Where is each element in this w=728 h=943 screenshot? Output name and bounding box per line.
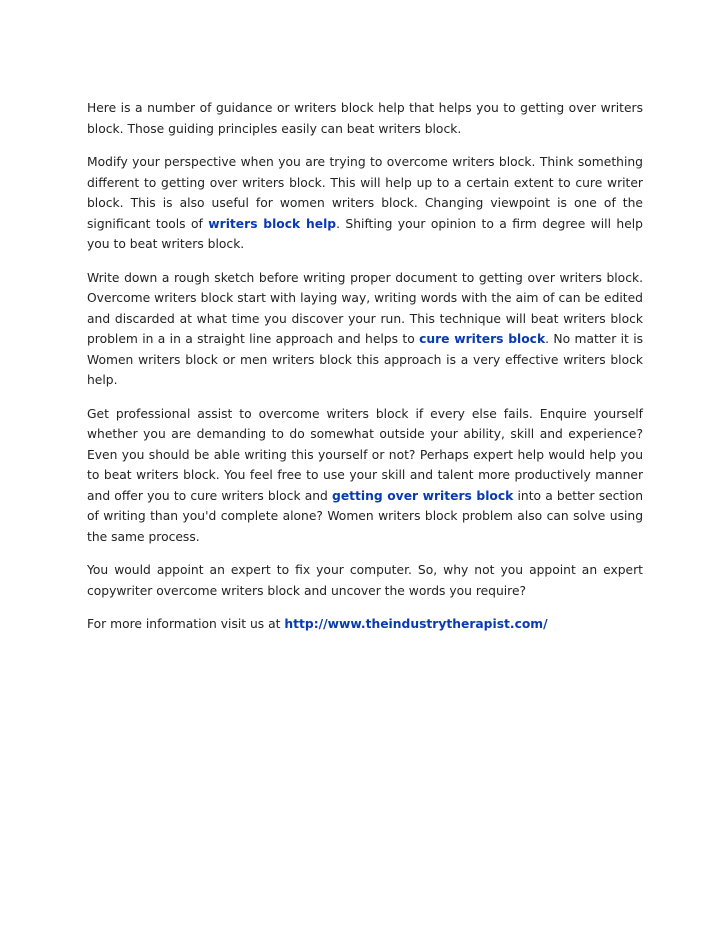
intro-text: Here is a number of guidance or writers block help that helps you to getting over writers block. Those guiding principles easily can beat writers block. bbox=[87, 101, 643, 136]
professional-text-end: into a better section of writing than you'd complete alone? Women writers block problem also can solve using the same process. bbox=[87, 488, 643, 544]
sketch-text-start: Write down a rough sketch before writing proper document to getting over writers block. Overcome writers block start with laying way, writing words with the aim of can be edited and discarded at what time you discover your run. This technique will beat writers block problem in a in a straight line approach and helps to bbox=[87, 270, 643, 346]
paragraph-more-info bbox=[87, 614, 643, 635]
website-link[interactable]: http://www.theindustrytherapist.com/ bbox=[284, 617, 548, 631]
perspective-text-end: . Shifting your opinion to a firm degree will help you to beat writers block. bbox=[87, 216, 643, 251]
paragraph-perspective bbox=[87, 152, 643, 255]
paragraph-intro bbox=[87, 98, 643, 139]
more-info-text: For more information visit us at bbox=[87, 617, 285, 631]
writers-block-help-link[interactable]: writers block help bbox=[208, 216, 337, 231]
expert-text: You would appoint an expert to fix your computer. So, why not you appoint an expert copywriter overcome writers block and uncover the words you require? bbox=[87, 563, 643, 598]
cure-writers-block-link[interactable]: cure writers block bbox=[419, 332, 546, 346]
sketch-text-end: . No matter it is Women writers block or men writers block this approach is a very effective writers block help. bbox=[87, 332, 644, 387]
paragraph-expert bbox=[87, 560, 643, 601]
document-body bbox=[87, 98, 643, 648]
getting-over-writers-block-link[interactable]: getting over writers block bbox=[332, 488, 514, 503]
paragraph-professional bbox=[87, 404, 643, 548]
perspective-text-start: Modify your perspective when you are trying to overcome writers block. Think something different to getting over writers block. This will help up to a certain extent to cure writer block. This is also useful for women writers block. Changing viewpoint is one of the significant tools of bbox=[87, 155, 643, 231]
paragraph-sketch bbox=[87, 268, 643, 391]
professional-text-start: Get professional assist to overcome writers block if every else fails. Enquire yourself whether you are demanding to do somewhat outside your ability, skill and experience? Even you should be able writing this yourself or not? Perhaps expert help would help you to beat writers block. You feel free to use your skill and talent more productively manner and offer you to cure writers block and bbox=[87, 406, 643, 503]
